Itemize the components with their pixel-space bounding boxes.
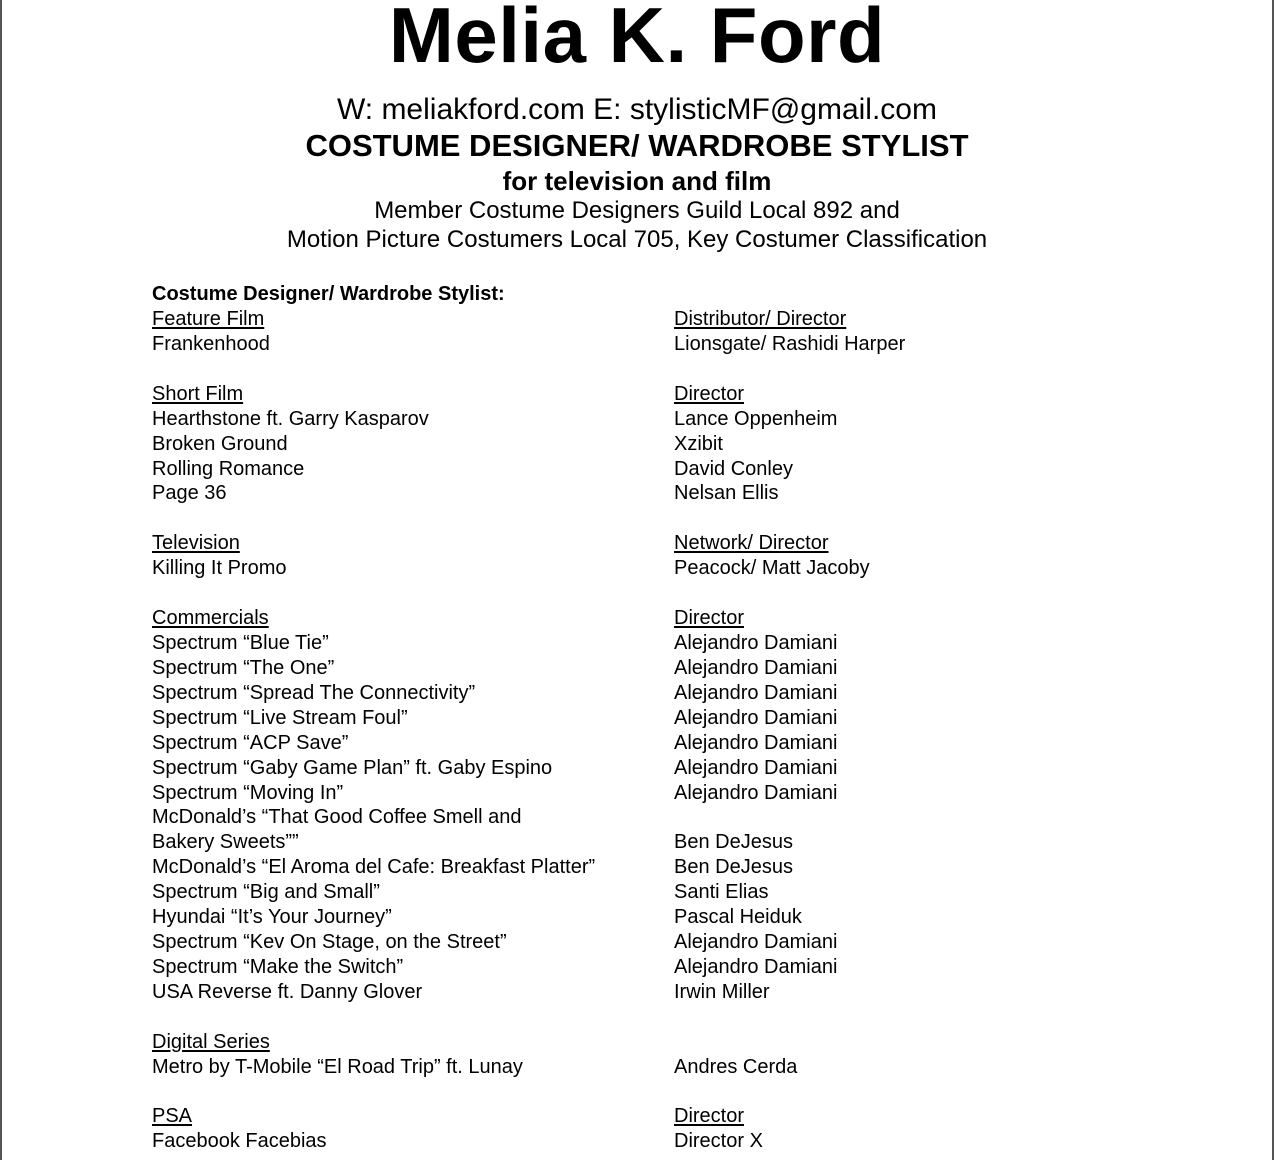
credit-row: [152, 432, 1112, 457]
credit-title: Spectrum “Live Stream Foul”: [152, 706, 408, 729]
category-header-row: [152, 531, 1112, 556]
credit-row: [152, 332, 1112, 357]
credit-director-name: Ben DeJesus: [674, 831, 793, 854]
category-header: Short Film: [152, 382, 244, 405]
category-header-row: [152, 382, 1112, 407]
credit-title: Spectrum “Moving In”: [152, 781, 344, 804]
credit-director: Lance Oppenheim: [674, 407, 838, 430]
credit-title: Killing It Promo: [152, 557, 287, 580]
credit-row: [152, 1129, 1112, 1154]
credit-director: Lionsgate/ Rashidi Harper: [674, 332, 906, 355]
credit-director: Alejandro Damiani: [674, 756, 838, 779]
credit-director: David Conley: [674, 457, 793, 480]
credit-director: Alejandro Damiani: [674, 955, 838, 978]
credit-title: Facebook Facebias: [152, 1130, 327, 1153]
column-header: Director: [674, 1105, 745, 1128]
credit-director: Nelsan Ellis: [674, 482, 779, 505]
credit-title: Broken Ground: [152, 432, 288, 455]
credit-title: Spectrum “The One”: [152, 656, 335, 679]
credit-row: [152, 930, 1112, 955]
credit-title: [152, 805, 674, 855]
credit-title: Hearthstone ft. Garry Kasparov: [152, 407, 429, 430]
credit-row: [152, 905, 1112, 930]
credit-row: [152, 955, 1112, 980]
column-header-empty: [674, 1030, 1112, 1055]
credit-row: [152, 781, 1112, 806]
credit-director: Andres Cerda: [674, 1055, 798, 1078]
credit-title: Spectrum “Blue Tie”: [152, 632, 329, 655]
credit-director: Xzibit: [674, 432, 723, 455]
credit-title-line-1: McDonald’s “That Good Coffee Smell and: [152, 806, 522, 829]
credit-title: Spectrum “ACP Save”: [152, 731, 349, 754]
column-header: Director: [674, 382, 745, 405]
credit-director: Santi Elias: [674, 881, 769, 904]
credit-title: Hyundai “It’s Your Journey”: [152, 906, 392, 929]
credit-title: Spectrum “Big and Small”: [152, 881, 380, 904]
credit-director: Alejandro Damiani: [674, 930, 838, 953]
credit-row: [152, 407, 1112, 432]
category-feature-film: [152, 307, 1112, 357]
credit-row: [152, 631, 1112, 656]
credit-row: [152, 756, 1112, 781]
credit-director: Alejandro Damiani: [674, 781, 838, 804]
credit-director: Alejandro Damiani: [674, 681, 838, 704]
credit-row: [152, 681, 1112, 706]
credit-director: [674, 805, 1112, 855]
credit-title-line-2: Bakery Sweets””: [152, 831, 299, 854]
category-commercials: [152, 606, 1112, 1005]
credit-title: Page 36: [152, 482, 227, 505]
credit-row: [152, 1055, 1112, 1080]
category-television: [152, 531, 1112, 581]
category-header-row: [152, 1104, 1112, 1129]
credit-title: Spectrum “Make the Switch”: [152, 955, 404, 978]
credit-row: [152, 457, 1112, 482]
category-digital-series: [152, 1030, 1112, 1080]
column-header: Network/ Director: [674, 532, 829, 555]
category-header: PSA: [152, 1105, 193, 1128]
credit-title: Spectrum “Kev On Stage, on the Street”: [152, 930, 507, 953]
column-header: Distributor/ Director: [674, 308, 847, 330]
credit-title: Spectrum “Gaby Game Plan” ft. Gaby Espino: [152, 756, 553, 779]
credit-row: [152, 855, 1112, 880]
section-title: Costume Designer/ Wardrobe Stylist:: [152, 283, 505, 305]
credit-director: Irwin Miller: [674, 980, 770, 1003]
contact-line: W: meliakford.com E: stylisticMF@gmail.com: [337, 93, 937, 126]
category-short-film: [152, 382, 1112, 507]
category-header: Feature Film: [152, 308, 265, 330]
category-header-row: [152, 1030, 1112, 1055]
credit-title: USA Reverse ft. Danny Glover: [152, 980, 423, 1003]
credit-director: Alejandro Damiani: [674, 731, 838, 754]
category-header: Television: [152, 532, 240, 555]
credit-director: Peacock/ Matt Jacoby: [674, 557, 870, 580]
credit-director: Alejandro Damiani: [674, 632, 838, 655]
category-header: Commercials: [152, 607, 269, 630]
medium-subtitle: for television and film: [502, 166, 772, 196]
union-line-1: Member Costume Designers Guild Local 892 and: [374, 197, 900, 224]
category-header-row: [152, 606, 1112, 631]
credit-row: [152, 731, 1112, 756]
credit-director: Pascal Heiduk: [674, 906, 802, 929]
credits-section: [152, 282, 1112, 1154]
credit-row: [152, 556, 1112, 581]
credit-director: Ben DeJesus: [674, 856, 793, 879]
credit-director: Alejandro Damiani: [674, 706, 838, 729]
category-psa: [152, 1104, 1112, 1154]
credit-row: [152, 706, 1112, 731]
category-header: Digital Series: [152, 1030, 270, 1053]
role-title: COSTUME DESIGNER/ WARDROBE STYLIST: [305, 128, 969, 163]
credit-title: Rolling Romance: [152, 457, 305, 480]
credit-row: [152, 980, 1112, 1005]
resume-name: Melia K. Ford: [388, 0, 886, 79]
credit-title: Metro by T-Mobile “El Road Trip” ft. Lunay: [152, 1055, 523, 1078]
category-header-row: [152, 307, 1112, 332]
credit-row-wrapped: [152, 805, 1112, 855]
credit-row: [152, 880, 1112, 905]
credit-row: [152, 656, 1112, 681]
credit-title: Frankenhood: [152, 332, 270, 355]
credit-director: Director X: [674, 1130, 763, 1153]
credit-row: [152, 481, 1112, 506]
credit-director: Alejandro Damiani: [674, 656, 838, 679]
column-header: Director: [674, 607, 745, 630]
credit-title: McDonald’s “El Aroma del Cafe: Breakfast Platter”: [152, 856, 596, 879]
union-line-2: Motion Picture Costumers Local 705, Key Costumer Classification: [286, 226, 988, 253]
credit-title: Spectrum “Spread The Connectivity”: [152, 681, 476, 704]
